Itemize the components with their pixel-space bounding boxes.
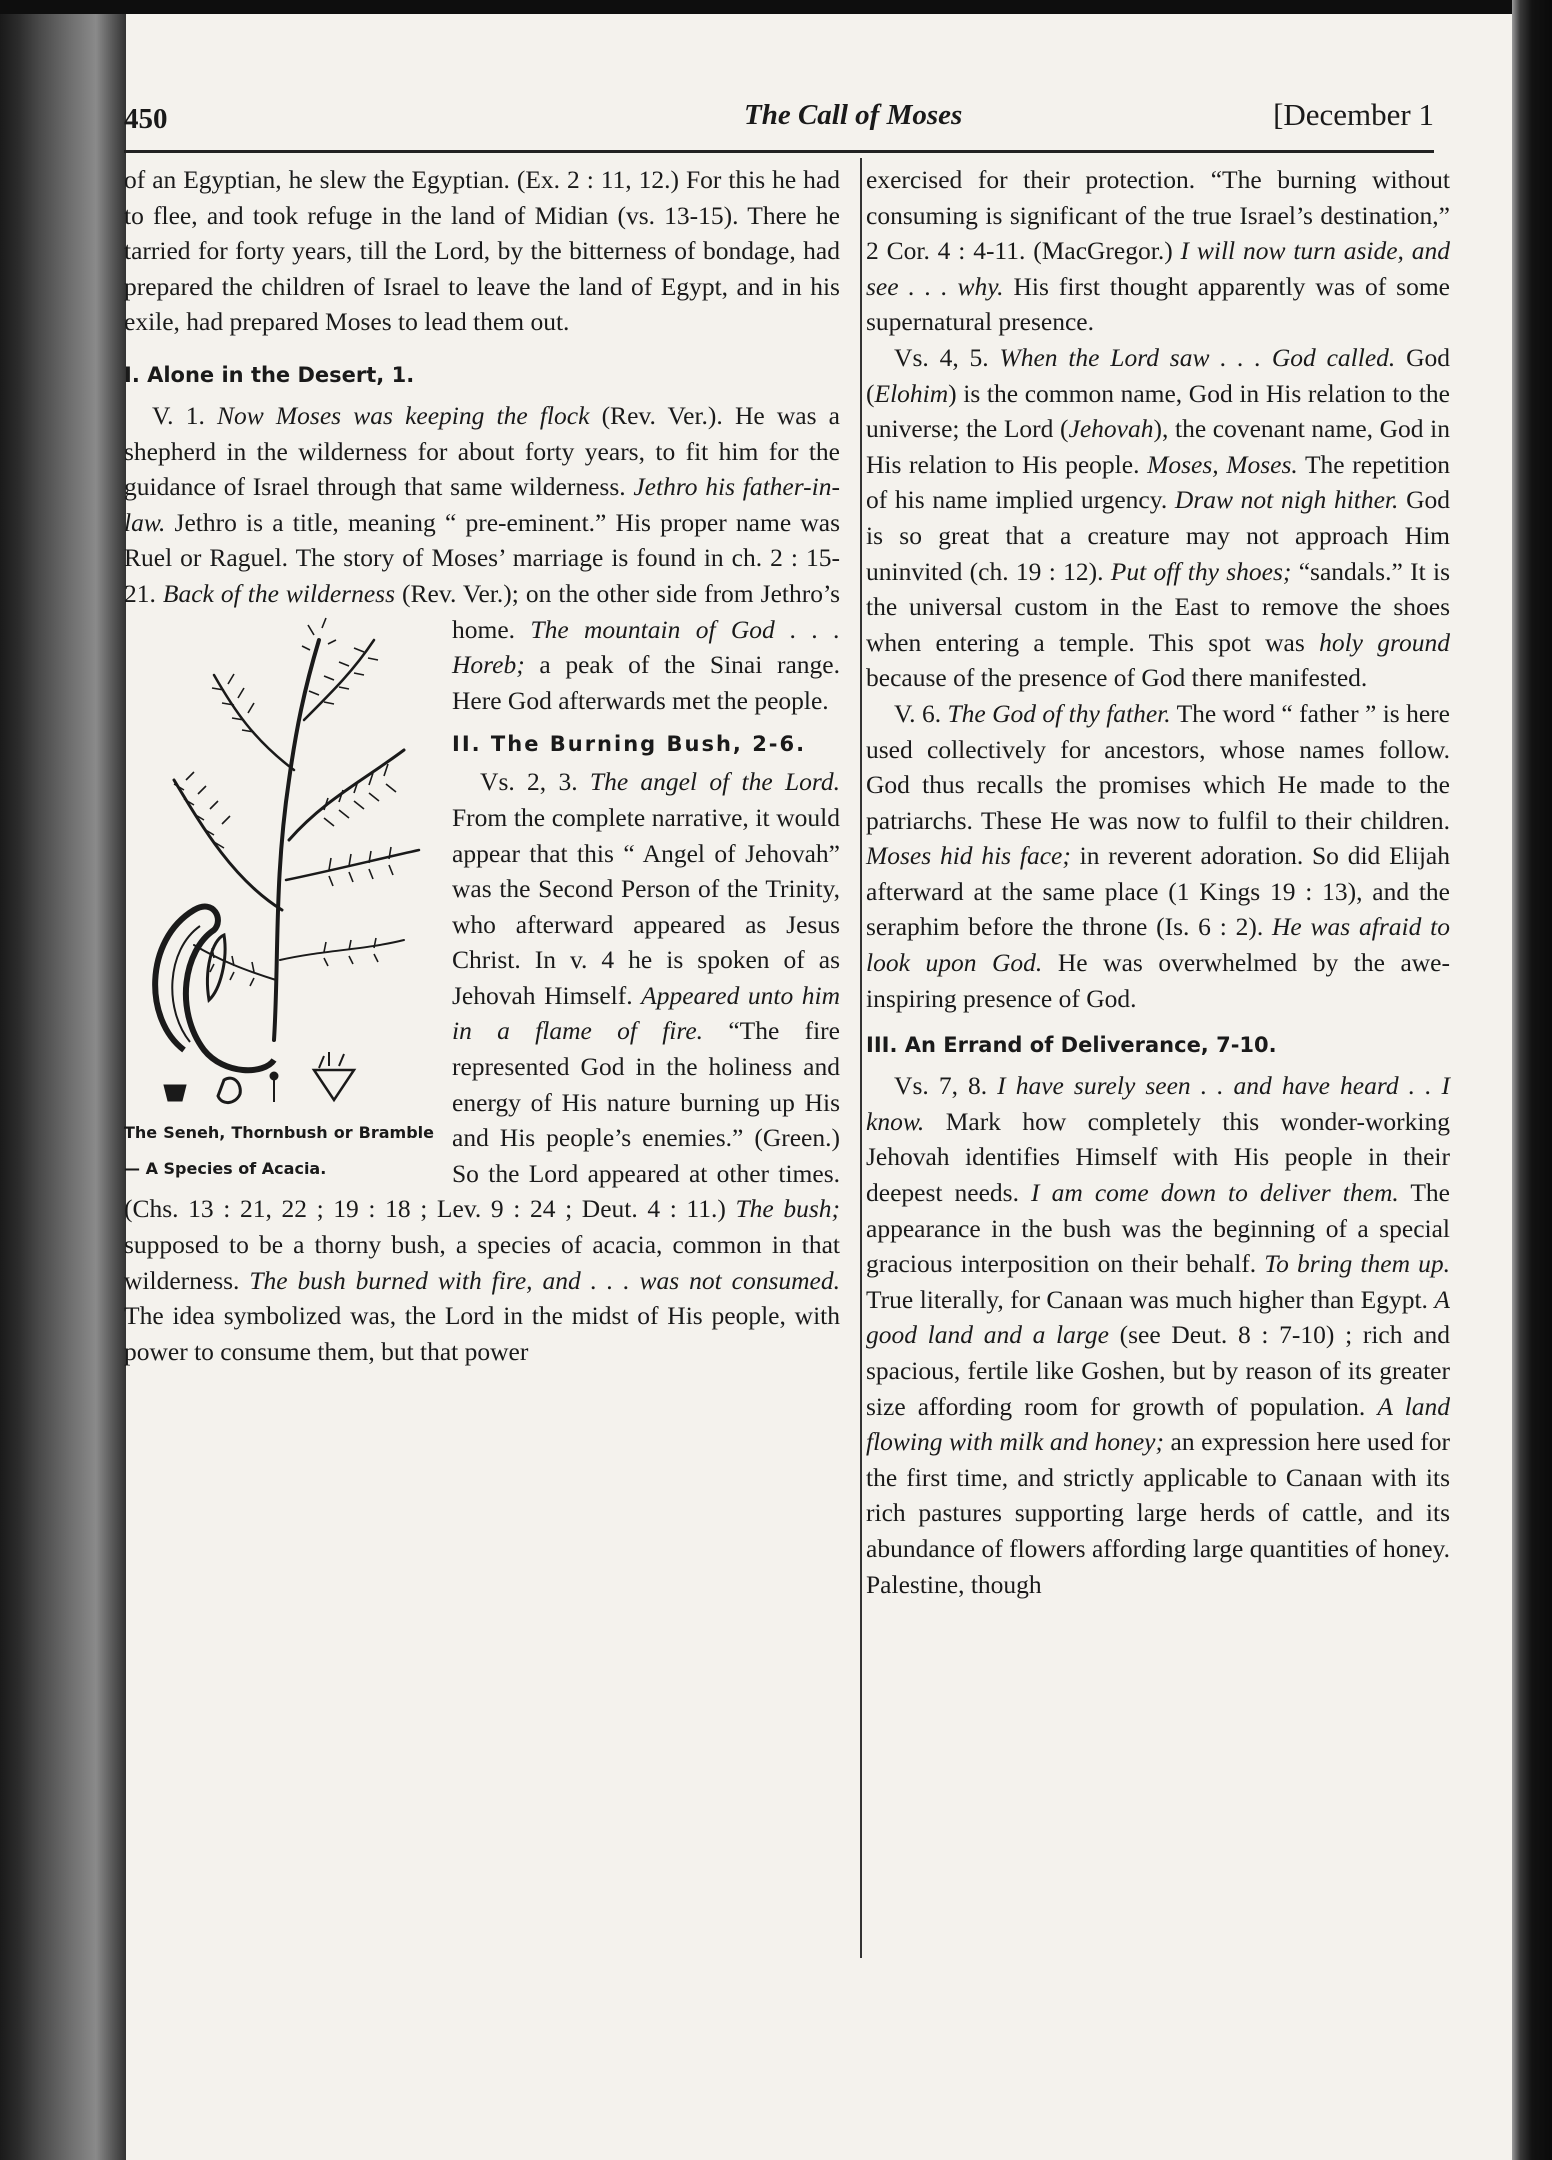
header-rule bbox=[124, 150, 1434, 153]
figure-caption: The Seneh, Thornbush or Bramble — A Species of Acacia. bbox=[124, 1122, 434, 1178]
left-column bbox=[124, 162, 840, 1369]
section-heading: I. Alone in the Desert, 1. bbox=[124, 362, 415, 387]
paragraph: of an Egyptian, he slew the Egyptian. (Ex. 2 : 11, 12.) For this he had to flee, and took refuge in the land of Midian (vs. 13-15). There he tarried for forty years, till the Lord, by the bitterness of bondage, had prepared the children of Israel to leave the land of Egypt, and in his exile, had prepared Moses to lead them out. bbox=[124, 165, 840, 337]
paragraph: Vs. 7, 8. I have surely seen . . and have heard . . I know. Mark how completely this wonder-working Jehovah identifies Himself with His people in their deepest needs. I am come down to deliver them. The appearance in the bush was the beginning of a special gracious interposition on their behalf. To bring them up. True literally, for Canaan was much higher than Egypt. A good land and a large (see Deut. 8 : 7-10) ; rich and spacious, fertile like Goshen, but by reason of its greater size affording room for growth of population. A land flowing with milk and honey; an expression here used for the first time, and strictly applicable to Canaan with its rich pastures supporting large herds of cattle, and its abundance of flowers affording large quantities of honey. Palestine, though bbox=[866, 1071, 1451, 1599]
column-divider bbox=[860, 158, 862, 1958]
running-title: The Call of Moses bbox=[744, 99, 963, 131]
section-heading: III. An Errand of Deliverance, 7-10. bbox=[866, 1033, 1277, 1058]
paragraph: exercised for their protection. “The burning without consuming is significant of the true Israel’s destination,” 2 Cor. 4 : 4-11. (MacGregor.) I will now turn aside, and see . . . why. His first thought apparently was of some supernatural presence. bbox=[866, 165, 1451, 337]
paragraph: V. 6. The God of thy father. The word “ father ” is here used collectively for ancestors, whose names follow. God thus recalls the promises which He made to the patriarchs. These He was now to fulfil to their children. Moses hid his face; in reverent adoration. So did Elijah afterward at the same place (1 Kings 19 : 13), and the seraphim before the throne (Is. 6 : 2). He was afraid to look upon God. He was overwhelmed by the awe-inspiring presence of God. bbox=[866, 698, 1451, 1013]
header-date: [December 1 bbox=[1273, 97, 1434, 132]
paragraph: V. 1. Now Moses was keeping the flock (Rev. Ver.). He was a shepherd in the wilderness for about forty years, to fit him for the guidance of Israel through that same wilderness. Jethro his father-in-law. Jethro is a title, meaning “ pre-eminent.” His proper name was Ruel or Raguel. The story of Moses’ marriage is found in ch. 2 : 15-21. The Seneh, Thornbush or Bramble — A Species of Acacia. Back of the wilderness (Rev. Ver.); on the other side from Jethro’s home. The mountain of God . . . Horeb; a peak of the Sinai range. Here God afterwards met the people. bbox=[124, 398, 840, 718]
figure bbox=[124, 580, 434, 1183]
scan-top-edge bbox=[0, 0, 1552, 14]
acacia-illustration bbox=[124, 580, 434, 1112]
page-number: 450 bbox=[124, 103, 168, 135]
paragraph: Vs. 4, 5. When the Lord saw . . . God called. God (Elohim) is the common name, God in His relation to the universe; the Lord (Jehovah), the covenant name, God in His relation to His people. Moses, Moses. The repetition of his name implied urgency. Draw not nigh hither. God is so great that a creature may not approach Him uninvited (ch. 19 : 12). Put off thy shoes; “sandals.” It is the universal custom in the East to remove the shoes when entering a temple. This spot was holy ground because of the presence of God there manifested. bbox=[866, 342, 1451, 693]
scan-right-edge bbox=[1512, 0, 1552, 2160]
book-binding bbox=[0, 14, 126, 2160]
page-header bbox=[124, 95, 1434, 151]
paragraph: Vs. 2, 3. The angel of the Lord. From the complete narrative, it would appear that this “ Angel of Jehovah” was the Second Person of the Trinity, who afterward appeared as Jesus Christ. In v. 4 he is spoken of as Jehovah Himself. Appeared unto him in a flame of fire. “The fire represented God in the holiness and energy of His nature burning up His and His people’s enemies.” (Green.) So the Lord appeared at other times. (Chs. 13 : 21, 22 ; 19 : 18 ; Lev. 9 : 24 ; Deut. 4 : 11.) The bush; supposed to be a thorny bush, a species of acacia, common in that wilderness. The bush burned with fire, and . . . was not consumed. The idea symbolized was, the Lord in the midst of His people, with power to consume them, but that power bbox=[124, 767, 841, 1366]
right-column bbox=[866, 162, 1450, 1602]
section-heading: II. The Burning Bush, 2-6. bbox=[452, 732, 807, 757]
